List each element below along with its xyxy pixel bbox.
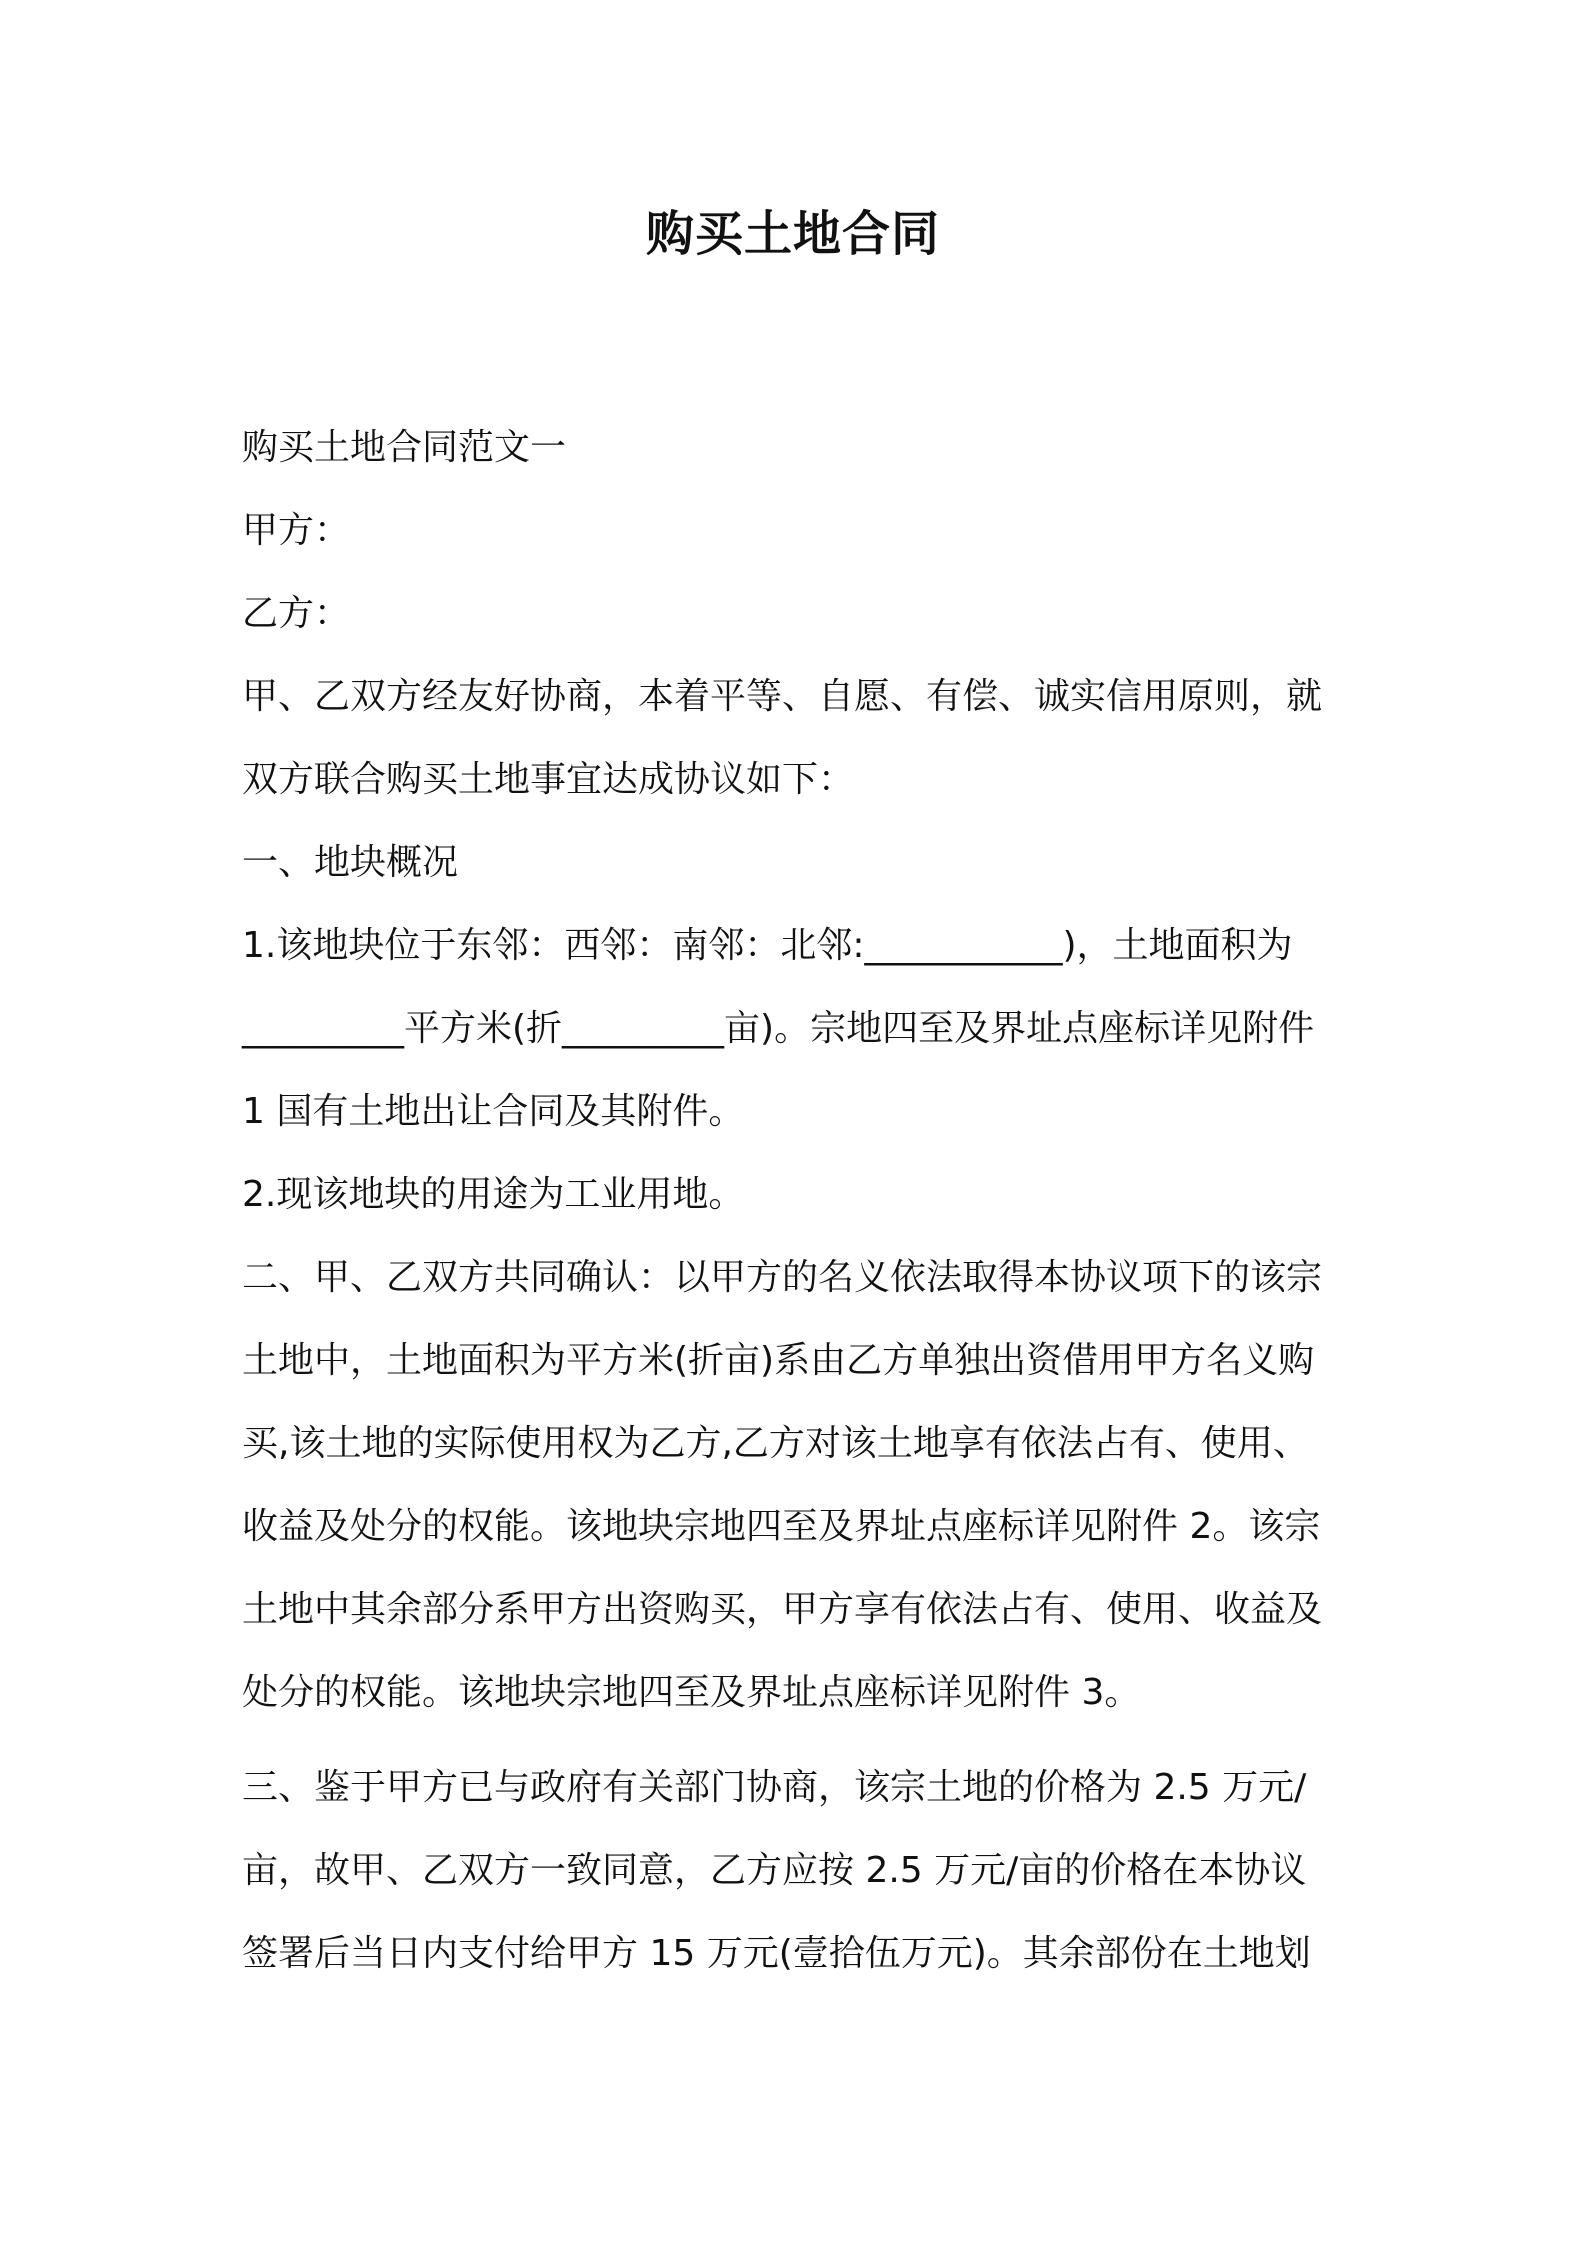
paragraph-line: 处分的权能。该地块宗地四至及界址点座标详见附件 3。	[242, 1672, 1141, 1713]
section-heading: 购买土地合同范文一	[242, 427, 567, 468]
paragraph-line: 1 国有土地出让合同及其附件。	[242, 1091, 745, 1132]
clause-heading: 一、地块概况	[242, 842, 459, 883]
party-a-line: 甲方：	[242, 510, 351, 551]
paragraph-line: 土地中，土地面积为平方米(折亩)系由乙方单独出资借用甲方名义购	[242, 1340, 1315, 1381]
paragraph-line: 三、鉴于甲方已与政府有关部门协商，该宗土地的价格为 2.5 万元/	[242, 1767, 1307, 1808]
document-title: 购买土地合同	[645, 206, 940, 262]
paragraph-line: 签署后当日内支付给甲方 15 万元(壹拾伍万元)。其余部份在土地划	[242, 1933, 1311, 1974]
paragraph-line: 收益及处分的权能。该地块宗地四至及界址点座标详见附件 2。该宗	[242, 1506, 1321, 1547]
party-b-line: 乙方：	[242, 593, 351, 634]
paragraph-line: 2.现该地块的用途为工业用地。	[242, 1174, 745, 1215]
paragraph-line: 二、甲、乙双方共同确认：以甲方的名义依法取得本协议项下的该宗	[242, 1257, 1323, 1298]
paragraph-line: _________平方米(折_________亩)。宗地四至及界址点座标详见附件	[242, 1008, 1315, 1049]
paragraph-line: 甲、乙双方经友好协商，本着平等、自愿、有偿、诚实信用原则，就	[242, 676, 1323, 717]
paragraph-line: 亩，故甲、乙双方一致同意，乙方应按 2.5 万元/亩的价格在本协议	[242, 1850, 1307, 1891]
paragraph-line: 双方联合购买土地事宜达成协议如下：	[242, 759, 855, 800]
document-body	[242, 406, 1352, 1995]
paragraph-line: 1.该地块位于东邻：西邻：南邻：北邻:___________)，土地面积为	[242, 925, 1293, 966]
paragraph-line: 买,该土地的实际使用权为乙方,乙方对该土地享有依法占有、使用、	[242, 1423, 1309, 1464]
paragraph-line: 土地中其余部分系甲方出资购买，甲方享有依法占有、使用、收益及	[242, 1589, 1323, 1630]
